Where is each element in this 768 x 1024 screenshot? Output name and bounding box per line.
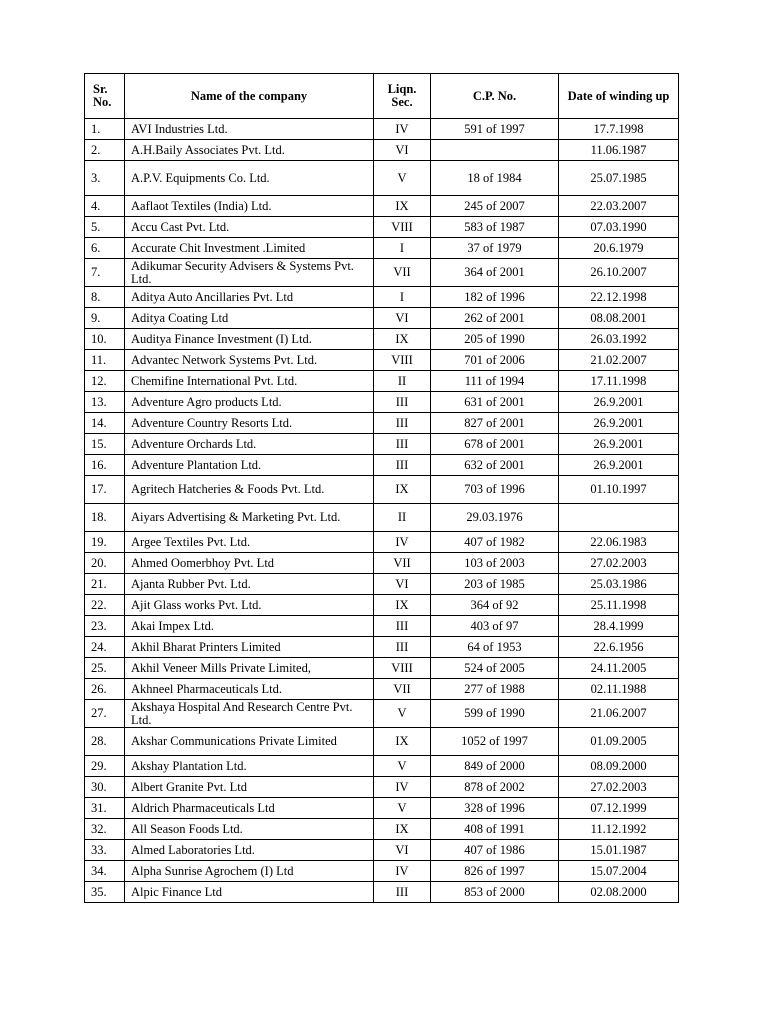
cell-date-winding-up: 26.10.2007 [559, 259, 679, 287]
cell-date-winding-up: 17.11.1998 [559, 371, 679, 392]
cell-company-name: Akshaya Hospital And Research Centre Pvt. Ltd. [125, 700, 374, 728]
cell-liqn-sec: VII [374, 553, 431, 574]
cell-liqn-sec: IV [374, 777, 431, 798]
cell-cp-no: 703 of 1996 [431, 476, 559, 504]
cell-cp-no: 277 of 1988 [431, 679, 559, 700]
cell-date-winding-up: 11.12.1992 [559, 819, 679, 840]
cell-sr-no: 15. [85, 434, 125, 455]
cell-date-winding-up: 11.06.1987 [559, 140, 679, 161]
cell-cp-no: 245 of 2007 [431, 196, 559, 217]
table-row [85, 679, 679, 700]
cell-sr-no: 22. [85, 595, 125, 616]
header-company-name: Name of the company [125, 74, 374, 119]
cell-sr-no: 7. [85, 259, 125, 287]
cell-company-name: Auditya Finance Investment (I) Ltd. [125, 329, 374, 350]
table-row [85, 140, 679, 161]
cell-sr-no: 26. [85, 679, 125, 700]
cell-cp-no: 407 of 1986 [431, 840, 559, 861]
cell-date-winding-up: 22.12.1998 [559, 287, 679, 308]
cell-liqn-sec: IV [374, 532, 431, 553]
table-row [85, 434, 679, 455]
table-row [85, 637, 679, 658]
cell-company-name: Accurate Chit Investment .Limited [125, 238, 374, 259]
cell-sr-no: 35. [85, 882, 125, 903]
table-row [85, 777, 679, 798]
cell-company-name: Akhil Veneer Mills Private Limited, [125, 658, 374, 679]
cell-cp-no: 205 of 1990 [431, 329, 559, 350]
cell-liqn-sec: VI [374, 574, 431, 595]
cell-cp-no: 878 of 2002 [431, 777, 559, 798]
cell-date-winding-up: 25.03.1986 [559, 574, 679, 595]
table-row [85, 574, 679, 595]
cell-date-winding-up: 08.08.2001 [559, 308, 679, 329]
cell-sr-no: 19. [85, 532, 125, 553]
cell-sr-no: 32. [85, 819, 125, 840]
cell-date-winding-up: 01.09.2005 [559, 728, 679, 756]
cell-liqn-sec: V [374, 161, 431, 196]
cell-liqn-sec: IX [374, 819, 431, 840]
cell-cp-no: 37 of 1979 [431, 238, 559, 259]
table-row [85, 504, 679, 532]
cell-cp-no: 182 of 1996 [431, 287, 559, 308]
table-row [85, 217, 679, 238]
cell-cp-no: 849 of 2000 [431, 756, 559, 777]
cell-sr-no: 5. [85, 217, 125, 238]
cell-sr-no: 6. [85, 238, 125, 259]
table-row [85, 161, 679, 196]
table-row [85, 308, 679, 329]
cell-company-name: AVI Industries Ltd. [125, 119, 374, 140]
cell-company-name: Aaflaot Textiles (India) Ltd. [125, 196, 374, 217]
cell-cp-no: 203 of 1985 [431, 574, 559, 595]
cell-sr-no: 10. [85, 329, 125, 350]
cell-company-name: Alpic Finance Ltd [125, 882, 374, 903]
cell-company-name: Aldrich Pharmaceuticals Ltd [125, 798, 374, 819]
cell-date-winding-up: 08.09.2000 [559, 756, 679, 777]
cell-sr-no: 14. [85, 413, 125, 434]
cell-sr-no: 18. [85, 504, 125, 532]
cell-cp-no: 111 of 1994 [431, 371, 559, 392]
cell-company-name: Accu Cast Pvt. Ltd. [125, 217, 374, 238]
table-row [85, 756, 679, 777]
cell-liqn-sec: V [374, 700, 431, 728]
table-row [85, 238, 679, 259]
cell-sr-no: 30. [85, 777, 125, 798]
cell-liqn-sec: IV [374, 861, 431, 882]
cell-liqn-sec: IX [374, 329, 431, 350]
cell-cp-no: 591 of 1997 [431, 119, 559, 140]
cell-date-winding-up: 22.03.2007 [559, 196, 679, 217]
cell-sr-no: 13. [85, 392, 125, 413]
cell-liqn-sec: III [374, 637, 431, 658]
table-row [85, 413, 679, 434]
table-row [85, 553, 679, 574]
table-row [85, 882, 679, 903]
cell-cp-no: 408 of 1991 [431, 819, 559, 840]
cell-date-winding-up: 22.6.1956 [559, 637, 679, 658]
cell-liqn-sec: III [374, 455, 431, 476]
header-date-winding-up: Date of winding up [559, 74, 679, 119]
cell-cp-no: 403 of 97 [431, 616, 559, 637]
cell-date-winding-up: 07.12.1999 [559, 798, 679, 819]
table-row [85, 259, 679, 287]
cell-date-winding-up: 17.7.1998 [559, 119, 679, 140]
cell-sr-no: 3. [85, 161, 125, 196]
table-row [85, 532, 679, 553]
cell-cp-no: 103 of 2003 [431, 553, 559, 574]
cell-date-winding-up: 21.02.2007 [559, 350, 679, 371]
cell-liqn-sec: VI [374, 308, 431, 329]
cell-date-winding-up: 27.02.2003 [559, 553, 679, 574]
cell-cp-no: 364 of 2001 [431, 259, 559, 287]
table-row [85, 728, 679, 756]
cell-liqn-sec: VII [374, 259, 431, 287]
cell-date-winding-up: 01.10.1997 [559, 476, 679, 504]
cell-sr-no: 28. [85, 728, 125, 756]
cell-sr-no: 8. [85, 287, 125, 308]
cell-sr-no: 20. [85, 553, 125, 574]
cell-sr-no: 9. [85, 308, 125, 329]
cell-company-name: A.P.V. Equipments Co. Ltd. [125, 161, 374, 196]
table-header-row [85, 74, 679, 119]
table-row [85, 287, 679, 308]
table-row [85, 595, 679, 616]
cell-sr-no: 21. [85, 574, 125, 595]
cell-company-name: Akhneel Pharmaceuticals Ltd. [125, 679, 374, 700]
cell-date-winding-up: 26.9.2001 [559, 413, 679, 434]
cell-company-name: Alpha Sunrise Agrochem (I) Ltd [125, 861, 374, 882]
cell-company-name: Albert Granite Pvt. Ltd [125, 777, 374, 798]
cell-cp-no: 64 of 1953 [431, 637, 559, 658]
cell-cp-no: 328 of 1996 [431, 798, 559, 819]
cell-cp-no: 262 of 2001 [431, 308, 559, 329]
cell-company-name: Ahmed Oomerbhoy Pvt. Ltd [125, 553, 374, 574]
cell-liqn-sec: I [374, 238, 431, 259]
cell-liqn-sec: VII [374, 679, 431, 700]
cell-sr-no: 31. [85, 798, 125, 819]
cell-liqn-sec: VIII [374, 350, 431, 371]
cell-liqn-sec: III [374, 413, 431, 434]
cell-cp-no: 678 of 2001 [431, 434, 559, 455]
cell-date-winding-up: 24.11.2005 [559, 658, 679, 679]
winding-up-table [84, 73, 679, 903]
cell-date-winding-up: 15.07.2004 [559, 861, 679, 882]
cell-sr-no: 2. [85, 140, 125, 161]
cell-company-name: Chemifine International Pvt. Ltd. [125, 371, 374, 392]
cell-company-name: Aiyars Advertising & Marketing Pvt. Ltd. [125, 504, 374, 532]
table-row [85, 476, 679, 504]
cell-company-name: Adventure Agro products Ltd. [125, 392, 374, 413]
cell-liqn-sec: V [374, 798, 431, 819]
table-row [85, 350, 679, 371]
cell-cp-no: 853 of 2000 [431, 882, 559, 903]
cell-company-name: Aditya Auto Ancillaries Pvt. Ltd [125, 287, 374, 308]
cell-date-winding-up: 26.9.2001 [559, 392, 679, 413]
cell-date-winding-up: 26.9.2001 [559, 434, 679, 455]
cell-company-name: Aditya Coating Ltd [125, 308, 374, 329]
cell-sr-no: 17. [85, 476, 125, 504]
cell-company-name: Akhil Bharat Printers Limited [125, 637, 374, 658]
cell-cp-no: 826 of 1997 [431, 861, 559, 882]
cell-sr-no: 1. [85, 119, 125, 140]
cell-liqn-sec: IX [374, 196, 431, 217]
cell-cp-no: 632 of 2001 [431, 455, 559, 476]
table-row [85, 840, 679, 861]
cell-date-winding-up: 26.9.2001 [559, 455, 679, 476]
cell-company-name: Akshay Plantation Ltd. [125, 756, 374, 777]
table-row [85, 329, 679, 350]
table-row [85, 371, 679, 392]
cell-sr-no: 25. [85, 658, 125, 679]
cell-cp-no: 1052 of 1997 [431, 728, 559, 756]
cell-company-name: Advantec Network Systems Pvt. Ltd. [125, 350, 374, 371]
cell-cp-no: 407 of 1982 [431, 532, 559, 553]
cell-company-name: Akai Impex Ltd. [125, 616, 374, 637]
table-row [85, 798, 679, 819]
header-liqn-sec: Liqn. Sec. [374, 74, 431, 119]
cell-liqn-sec: I [374, 287, 431, 308]
cell-date-winding-up: 22.06.1983 [559, 532, 679, 553]
table-row [85, 196, 679, 217]
cell-liqn-sec: III [374, 616, 431, 637]
cell-liqn-sec: VI [374, 140, 431, 161]
cell-sr-no: 29. [85, 756, 125, 777]
cell-cp-no: 583 of 1987 [431, 217, 559, 238]
table-row [85, 455, 679, 476]
table-row [85, 392, 679, 413]
cell-date-winding-up [559, 504, 679, 532]
cell-sr-no: 34. [85, 861, 125, 882]
cell-liqn-sec: IX [374, 476, 431, 504]
cell-date-winding-up: 28.4.1999 [559, 616, 679, 637]
cell-liqn-sec: II [374, 371, 431, 392]
cell-company-name: Adikumar Security Advisers & Systems Pvt. Ltd. [125, 259, 374, 287]
cell-company-name: Adventure Orchards Ltd. [125, 434, 374, 455]
cell-cp-no: 524 of 2005 [431, 658, 559, 679]
cell-cp-no: 631 of 2001 [431, 392, 559, 413]
cell-company-name: Argee Textiles Pvt. Ltd. [125, 532, 374, 553]
cell-liqn-sec: IV [374, 119, 431, 140]
cell-liqn-sec: VI [374, 840, 431, 861]
table-row [85, 616, 679, 637]
cell-sr-no: 11. [85, 350, 125, 371]
cell-date-winding-up: 20.6.1979 [559, 238, 679, 259]
cell-liqn-sec: V [374, 756, 431, 777]
cell-sr-no: 23. [85, 616, 125, 637]
cell-company-name: Adventure Plantation Ltd. [125, 455, 374, 476]
table-row [85, 119, 679, 140]
cell-cp-no: 599 of 1990 [431, 700, 559, 728]
header-cp-no: C.P. No. [431, 74, 559, 119]
table-row [85, 700, 679, 728]
header-sr-no: Sr. No. [85, 74, 125, 119]
cell-cp-no: 701 of 2006 [431, 350, 559, 371]
cell-sr-no: 24. [85, 637, 125, 658]
cell-date-winding-up: 02.11.1988 [559, 679, 679, 700]
cell-cp-no: 18 of 1984 [431, 161, 559, 196]
cell-liqn-sec: II [374, 504, 431, 532]
cell-date-winding-up: 15.01.1987 [559, 840, 679, 861]
cell-company-name: Akshar Communications Private Limited [125, 728, 374, 756]
cell-date-winding-up: 26.03.1992 [559, 329, 679, 350]
cell-company-name: A.H.Baily Associates Pvt. Ltd. [125, 140, 374, 161]
cell-cp-no [431, 140, 559, 161]
cell-liqn-sec: VIII [374, 658, 431, 679]
cell-liqn-sec: III [374, 882, 431, 903]
cell-date-winding-up: 07.03.1990 [559, 217, 679, 238]
cell-company-name: All Season Foods Ltd. [125, 819, 374, 840]
cell-liqn-sec: IX [374, 595, 431, 616]
table-row [85, 658, 679, 679]
cell-date-winding-up: 21.06.2007 [559, 700, 679, 728]
cell-cp-no: 364 of 92 [431, 595, 559, 616]
cell-company-name: Agritech Hatcheries & Foods Pvt. Ltd. [125, 476, 374, 504]
cell-sr-no: 4. [85, 196, 125, 217]
cell-date-winding-up: 02.08.2000 [559, 882, 679, 903]
table-row [85, 861, 679, 882]
cell-liqn-sec: III [374, 392, 431, 413]
cell-date-winding-up: 25.07.1985 [559, 161, 679, 196]
cell-company-name: Adventure Country Resorts Ltd. [125, 413, 374, 434]
cell-sr-no: 12. [85, 371, 125, 392]
cell-date-winding-up: 25.11.1998 [559, 595, 679, 616]
cell-company-name: Ajanta Rubber Pvt. Ltd. [125, 574, 374, 595]
cell-liqn-sec: III [374, 434, 431, 455]
cell-liqn-sec: IX [374, 728, 431, 756]
cell-company-name: Almed Laboratories Ltd. [125, 840, 374, 861]
cell-date-winding-up: 27.02.2003 [559, 777, 679, 798]
cell-cp-no: 827 of 2001 [431, 413, 559, 434]
cell-cp-no: 29.03.1976 [431, 504, 559, 532]
cell-liqn-sec: VIII [374, 217, 431, 238]
cell-sr-no: 27. [85, 700, 125, 728]
cell-company-name: Ajit Glass works Pvt. Ltd. [125, 595, 374, 616]
cell-sr-no: 33. [85, 840, 125, 861]
cell-sr-no: 16. [85, 455, 125, 476]
table-row [85, 819, 679, 840]
table-body [85, 119, 679, 903]
